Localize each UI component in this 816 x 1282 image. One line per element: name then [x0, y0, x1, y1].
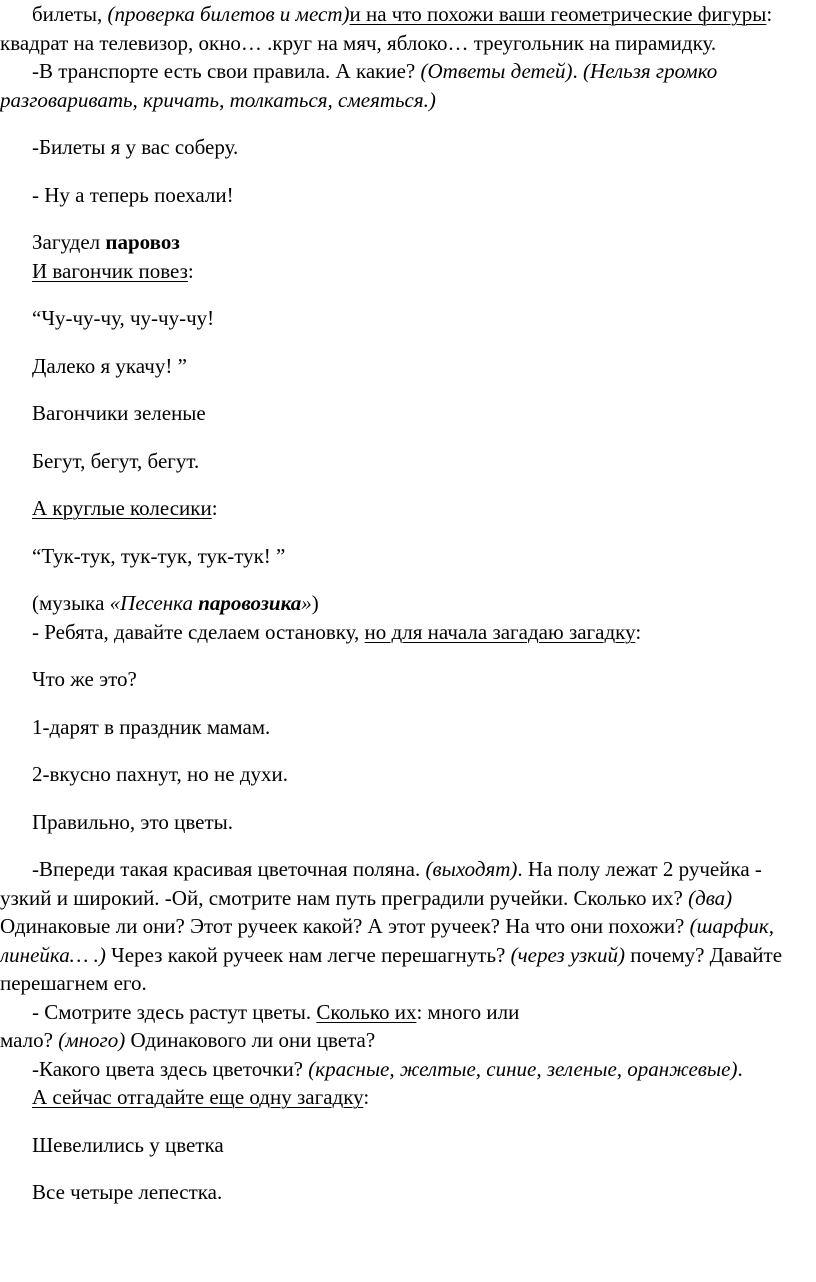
- poem-line-run: Бегут, бегут, бегут.: [32, 448, 200, 473]
- text-run: : квадрат на телевизор, окно… .круг на мяч, яблоко… треугольник на пирамидку.: [0, 2, 773, 55]
- text-run: (музыка: [32, 591, 110, 615]
- underlined-text: А сейчас отгадайте еще одну загадку: [32, 1085, 364, 1109]
- italic-note: (выходят): [425, 857, 518, 881]
- text-run: -Какого цвета здесь цветочки?: [32, 1056, 309, 1081]
- text-run: : много или: [416, 999, 520, 1024]
- paragraph-tickets: [0, 0, 808, 57]
- text-run: почему? Давайте перешагнем его.: [0, 942, 783, 995]
- text-run: - Смотрите здесь растут цветы.: [32, 999, 317, 1024]
- italic-note: (через узкий): [510, 942, 625, 967]
- paragraph-music: [0, 589, 808, 618]
- poem-line-wheels: [0, 494, 808, 523]
- paragraph-colors: [0, 1055, 808, 1084]
- text-run: :: [187, 258, 194, 283]
- poem-line-wagon: [0, 257, 808, 286]
- poem-line-green-wagons: Вагончики зеленые: [32, 401, 206, 425]
- paragraph-flowers-line1: [0, 998, 808, 1027]
- text-run: - Ребята, давайте сделаем остановку,: [32, 619, 365, 644]
- italic-note: (два): [688, 885, 733, 910]
- text-run: Одинаковые ли они? Этот ручеек какой? А этот ручеек? На что они похожи?: [0, 914, 690, 938]
- underlined-text: но для начала загадаю загадку: [364, 619, 636, 644]
- riddle-question: Что же это?: [32, 667, 137, 691]
- riddle-line-2: Все четыре лепестка.: [32, 1180, 223, 1204]
- riddle-clue-2: 2-вкусно пахнут, но не духи.: [32, 762, 288, 786]
- underlined-text: и на что похожи ваши геометрические фигуры: [349, 2, 767, 26]
- paragraph-lets-go: - Ну а теперь поехали!: [32, 182, 234, 207]
- text-run: -Впереди такая красивая цветочная поляна.: [32, 857, 426, 881]
- underlined-text: А круглые колесики: [32, 496, 212, 520]
- text-run: :: [363, 1085, 370, 1109]
- text-run: :: [211, 496, 218, 520]
- text-run: ): [311, 591, 319, 615]
- italic-note: (Нельзя громко разговаривать, кричать, толкаться, смеяться.): [0, 59, 718, 112]
- italic-note: (красные, желтые, синие, зеленые, оранжевые): [308, 1056, 738, 1081]
- poem-line-far: Далеко я укачу! ”: [32, 353, 187, 378]
- italic-note: (много): [58, 1028, 126, 1052]
- paragraph-stop: [0, 618, 808, 647]
- riddle-answer: Правильно, это цветы.: [32, 809, 233, 834]
- paragraph-collect-tickets: -Билеты я у вас соберу.: [32, 135, 239, 159]
- poem-line-chu: “Чу-чу-чу, чу-чу-чу!: [32, 306, 215, 330]
- poem-line-tuk: “Тук-тук, тук-тук, тук-тук! ”: [32, 543, 286, 568]
- italic-note: (проверка билетов и мест): [107, 2, 350, 26]
- riddle-line-1: Шевелились у цветка: [32, 1132, 224, 1157]
- italic-note: (шарфик, линейка… .): [0, 914, 774, 967]
- underlined-text: И вагончик повез: [32, 258, 188, 283]
- bold-italic-text: паровозика: [198, 591, 302, 615]
- bold-text: паровоз: [105, 230, 180, 254]
- text-run: Одинакового ли они цвета?: [125, 1028, 376, 1052]
- text-run: мало?: [0, 1028, 59, 1052]
- italic-note: »: [301, 591, 312, 615]
- italic-note: «Песенка: [109, 591, 199, 615]
- paragraph-meadow: [0, 855, 808, 998]
- italic-note: (Ответы детей): [420, 59, 573, 83]
- text-run: билеты,: [32, 2, 108, 26]
- text-run: Загудел: [32, 230, 106, 254]
- poem-line-train: [0, 228, 808, 257]
- text-run: .: [737, 1056, 743, 1081]
- text-run: :: [635, 619, 642, 644]
- text-run: .: [572, 59, 584, 83]
- riddle-clue-1: 1-дарят в праздник мамам.: [32, 714, 271, 739]
- text-run: Через какой ручеек нам легче перешагнуть?: [105, 942, 511, 967]
- text-run: -В транспорте есть свои правила. А какие?: [32, 59, 421, 83]
- paragraph-next-riddle: [0, 1083, 808, 1112]
- underlined-text: Сколько их: [316, 999, 417, 1024]
- text-run: . На полу лежат 2 ручейка - узкий и широкий. -Ой, смотрите нам путь преградили ручейки. Сколько их?: [0, 857, 762, 910]
- paragraph-flowers-line2: [0, 1026, 808, 1055]
- paragraph-rules: [0, 57, 808, 114]
